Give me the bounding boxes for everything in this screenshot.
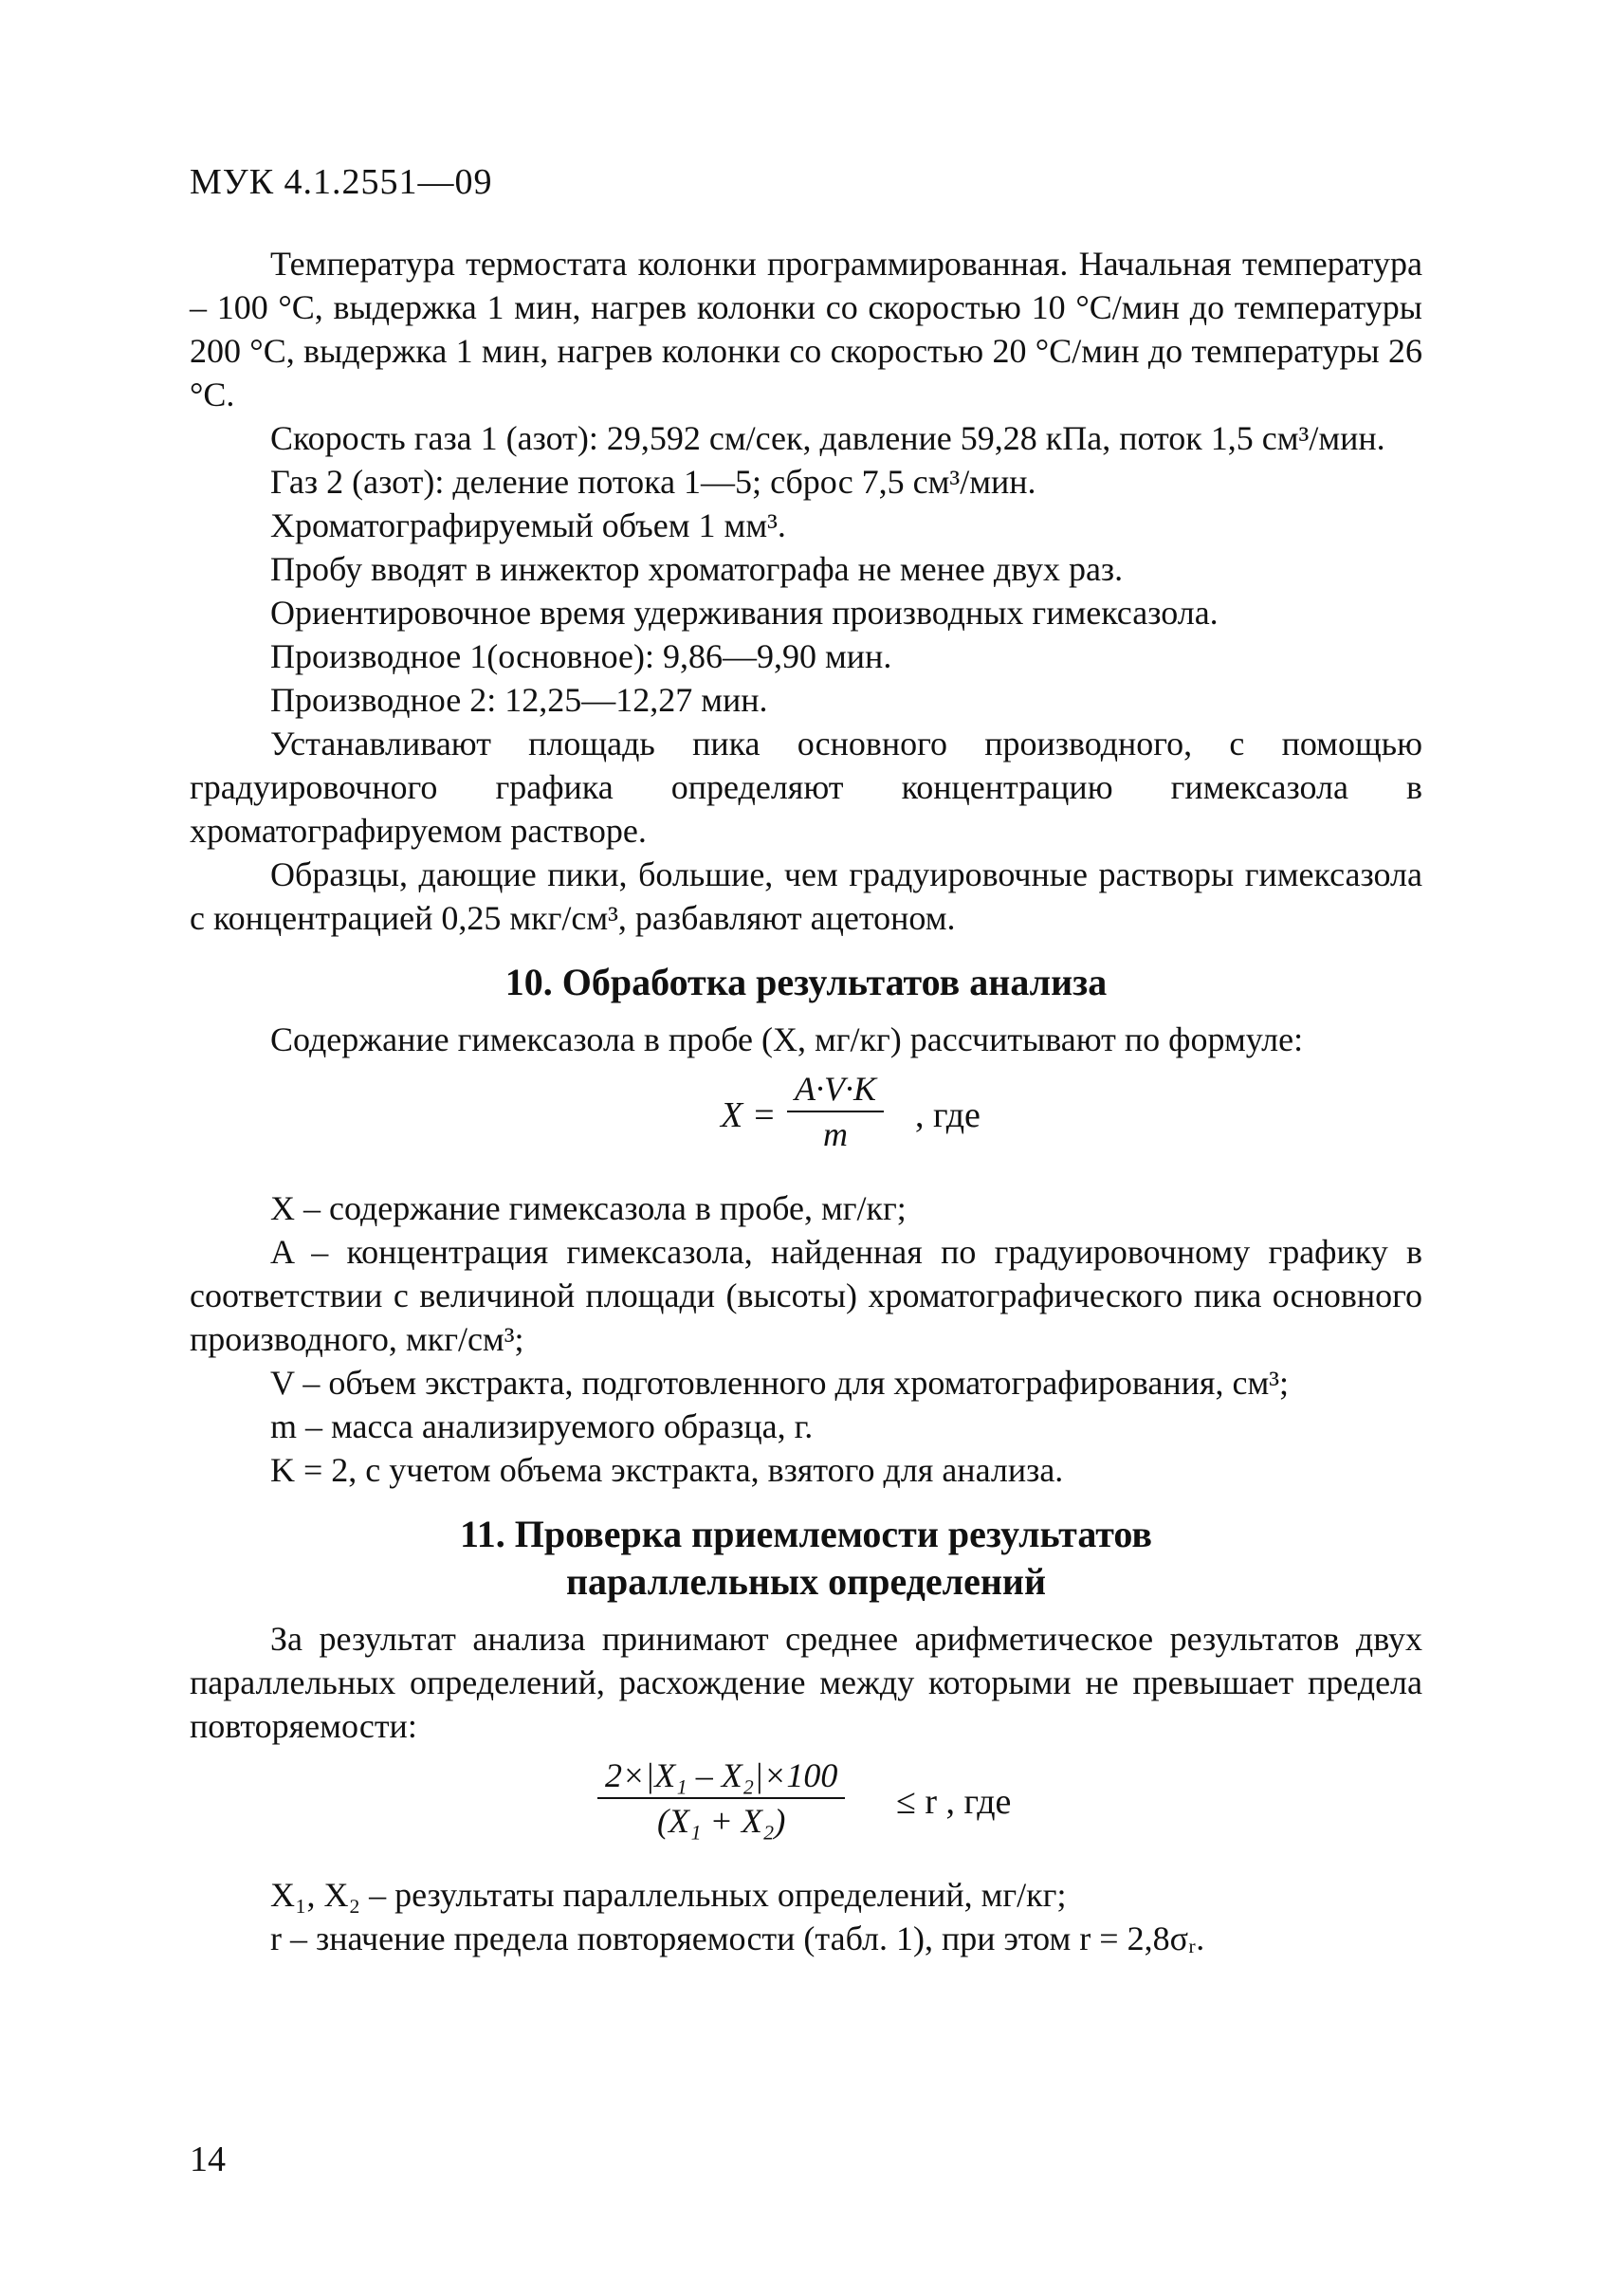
formula-fraction	[597, 1754, 845, 1843]
formula-denominator: (X₁ + X₂)	[597, 1797, 845, 1843]
paragraph: Образцы, дающие пики, большие, чем градуировочные растворы гимексазола с концентрацией 0,25 мкг/см³, разбавляют ацетоном.	[190, 855, 1422, 937]
section-11-title	[190, 1511, 1422, 1606]
formula-suffix: , где	[915, 1095, 981, 1135]
section-11-intro: За результат анализа принимают среднее арифметическое результатов двух параллельных определений, расхождение между которыми не превышает предела повторяемости:	[190, 1620, 1422, 1745]
formula-denominator: m	[787, 1111, 884, 1156]
definition: V – объем экстракта, подготовленного для хроматографирования, см³;	[270, 1364, 1290, 1402]
formula-numerator: A·V·K	[795, 1070, 876, 1108]
paragraph: Производное 2: 12,25—12,27 мин.	[270, 681, 768, 719]
paragraph: Хроматографируемый объем 1 мм³.	[270, 506, 786, 544]
body-text	[190, 242, 1422, 1960]
paragraph: Пробу вводят в инжектор хроматографа не менее двух раз.	[270, 550, 1124, 588]
formula-x	[190, 1067, 1422, 1171]
formula-suffix: ≤ r , где	[896, 1782, 1012, 1822]
formula-lhs: X =	[721, 1095, 777, 1135]
section-10-title: 10. Обработка результатов анализа	[504, 961, 1108, 1003]
paragraph: Производное 1(основное): 9,86—9,90 мин.	[270, 637, 892, 675]
paragraph: Температура термостата колонки программированная. Начальная температура – 100 °С, выдержка 1 мин, нагрев колонки со скоростью 10 °С/мин до температуры 200 °С, выдержка 1 мин, нагрев колонки со скоростью 20 °С/мин до температуры 26 °С.	[190, 245, 1422, 413]
document-header: МУК 4.1.2551—09	[190, 162, 493, 202]
definition: X – содержание гимексазола в пробе, мг/кг;	[270, 1189, 907, 1227]
definition: K = 2, с учетом объема экстракта, взятого для анализа.	[270, 1451, 1064, 1489]
paragraph: Устанавливают площадь пика основного производного, с помощью градуировочного графика определяют концентрацию гимексазола в хроматографируемом растворе.	[190, 725, 1422, 850]
formula-fraction	[787, 1067, 884, 1156]
definition: m – масса анализируемого образца, г.	[270, 1407, 814, 1445]
section-11-title-line2: параллельных определений	[566, 1560, 1046, 1603]
paragraph: Газ 2 (азот): деление потока 1—5; сброс 7,5 см³/мин.	[270, 463, 1036, 501]
section-10-intro: Содержание гимексазола в пробе (X, мг/кг) рассчитывают по формуле:	[270, 1020, 1304, 1058]
formula-numerator: 2×|X₁ – X₂|×100	[605, 1756, 838, 1794]
definition: X₁, X₂ – результаты параллельных определений, мг/кг;	[270, 1876, 1067, 1914]
definition: A – концентрация гимексазола, найденная по градуировочному графику в соответствии с величиной площади (высоты) хроматографического пика основного производного, мкг/см³;	[190, 1233, 1422, 1358]
formula-repeatability	[190, 1754, 1422, 1858]
paragraph: Ориентировочное время удерживания производных гимексазола.	[270, 594, 1219, 632]
paragraph: Скорость газа 1 (азот): 29,592 см/сек, давление 59,28 кПа, поток 1,5 см³/мин.	[270, 419, 1385, 457]
page-number: 14	[190, 2140, 226, 2179]
section-11-title-line1: 11. Проверка приемлемости результатов	[459, 1513, 1153, 1555]
definition: r – значение предела повторяемости (табл. 1), при этом r = 2,8σᵣ.	[270, 1919, 1205, 1957]
